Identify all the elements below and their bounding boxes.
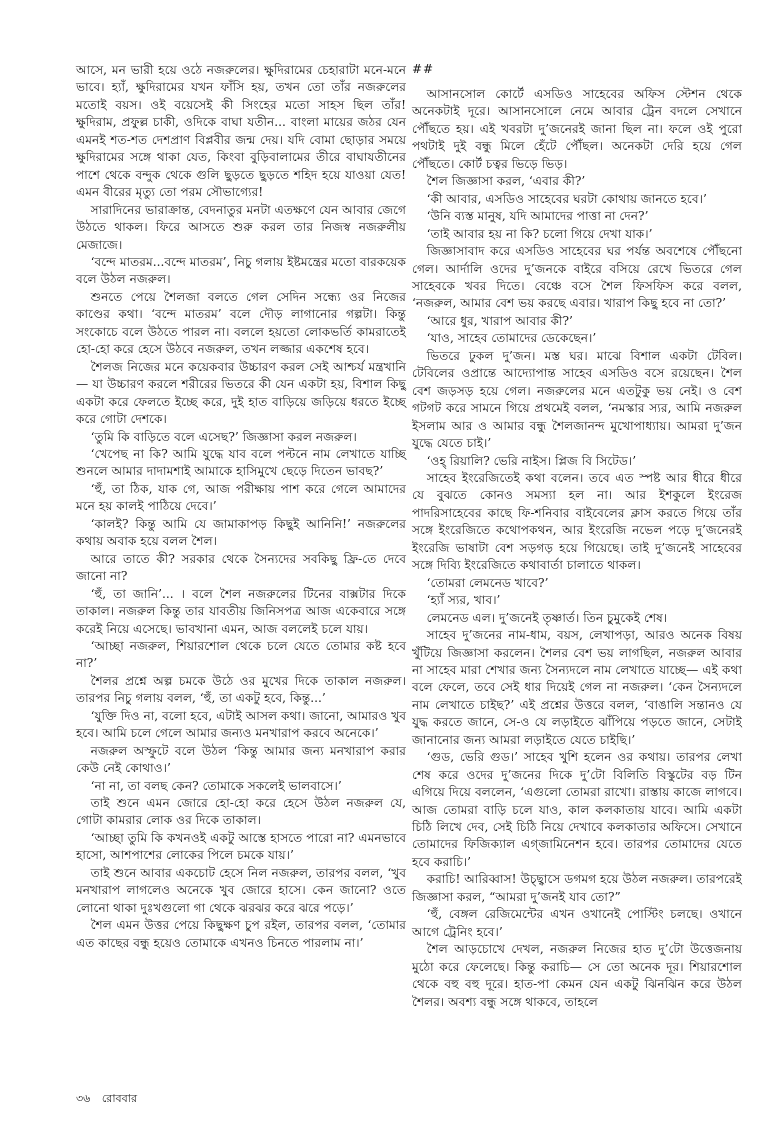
paragraph: শৈল জিজ্ঞাসা করল, ‘এবার কী?’ <box>426 174 586 189</box>
paragraph: ‘বন্দে মাতরম...বন্দে মাতরম’, নিচু গলায় ইষ্টমন্ত্রের মতো বারকয়েক বলে উঠল নজরুল। <box>76 254 406 287</box>
paragraph: ‘তোমরা লেমনেড খাবে?’ <box>426 575 549 590</box>
paragraph: ‘না না, তা বলছ কেন? তোমাকে সকলেই ভালবাসে।’ <box>90 778 342 793</box>
paragraph: শুনতে পেয়ে শৈলজা বলতে গেল সেদিন সন্ধ্যে ওর নিজের কাণ্ডের কথা। ‘বন্দে মাতরম’ বলে দৌড় লাগানোর গল্পটা। কিন্তু সংকোচে বলে উঠতে পারল না। বললে হয়তো লোকভর্তি কামরাতেই হো-হো করে হেসে উঠবে নজরুল, তখন লজ্জার একশেষ হবে। <box>76 289 406 357</box>
paragraph: ‘খেপেছ না কি? আমি যুদ্ধে যাব বলে পল্টনে নাম লেখাতে যাচ্ছি শুনলে আমার দাদামশাই আমাকে হাসিমুখে ছেড়ে দিতেন ভাবছ?’ <box>76 446 406 479</box>
paragraph: ‘আচ্ছা নজরুল, শিয়ারশোল থেকে চলে যেতে তোমার কষ্ট হবে না?’ <box>76 638 406 671</box>
paragraph: ‘গুড, ভেরি গুড।’ সাহেব খুশি হলেন ওর কথায়। তারপর লেখা শেষ করে ওদের দু’জনের দিকে দু’টো বিলিতি বিস্কুটের বড় টিন এগিয়ে দিয়ে বললেন, ‘এগুলো তোমরা রাখো। রাস্তায় কাজে লাগবে। আজ তোমরা বাড়ি চলে যাও, কাল কলকাতায় যাবে। আমি একটা চিঠি লিখে দেব, সেই চিঠি নিয়ে দেখাবে কলকাতার অফিসে। সেখানে তোমাদের ফিজিক্যাল এগ্জামিনেশন হবে। তারপর তোমাদের যেতে হবে করাচি।’ <box>412 750 742 869</box>
paragraph: ‘যুক্তি দিও না, বলো হবে, এটাই আসল কথা। জানো, আমারও খুব হবে। আমি চলে গেলে আমার জন্যও মনখারাপ করবে অনেকে।’ <box>76 708 406 741</box>
paragraph: ‘আচ্ছা তুমি কি কখনওই একটু আস্তে হাসতে পারো না? এমনভাবে হাসো, আশপাশের লোকের পিলে চমকে যায়।’ <box>76 830 406 863</box>
paragraph: শৈল এমন উত্তর পেয়ে কিছুক্ষণ চুপ রইল, তারপর বলল, ‘তোমার এত কাছের বন্ধু হয়েও তোমাকে এখনও চিনতে পারলাম না।’ <box>76 918 406 950</box>
magazine-name: রোববার <box>101 1092 138 1105</box>
paragraph: সারাদিনের ভারাক্রান্ত, বেদনাতুর মনটা এতক্ষণে যেন আবার জেগে উঠতে থাকল। ফিরে আসতে শুরু করল তার নিজস্ব নজরুলীয় মেজাজে। <box>76 202 406 252</box>
paragraph: নজরুল অস্ফুটে বলে উঠল ‘কিন্তু আমার জন্য মনখারাপ করার কেউ নেই কোথাও।’ <box>76 743 406 776</box>
paragraph: ‘হ্যাঁ স্যর, খাব।’ <box>426 593 501 608</box>
paragraph: লেমনেড এল। দু’জনেই তৃষ্ণার্ত। তিন চুমুকেই শেষ। <box>426 610 668 625</box>
paragraph: ‘আরে ধুর, খারাপ আবার কী?’ <box>426 313 573 328</box>
paragraph: সাহেব দু’জনের নাম-ধাম, বয়স, লেখাপড়া, আরও অনেক বিষয় খুঁটিয়ে জিজ্ঞাসা করলেন। শৈলর বেশ ভয় লাগছিল, নজরুল আবার না সাহেব মারা শেখার জন্য সৈন্যদলে নাম লেখাতে যাচ্ছে— এই কথা বলে ফেলে, তবে সেই ধার দিয়েই গেল না নজরুল। ‘কেন সৈন্যদলে নাম লেখাতে চাইছ?’ এই প্রশ্নের উত্তরে বলল, ‘বাঙালি সন্তানও যে যুদ্ধ করতে জানে, সে-ও যে লড়াইতে ঝাঁপিয়ে পড়তে জানে, সেটাই জানানোর জন্য আমরা লড়াইতে যেতে চাইছি।’ <box>412 628 742 747</box>
paragraph: আসে, মন ভারী হয়ে ওঠে নজরুলের। ক্ষুদিরামের চেহারাটা মনে-মনে ভাবে। হ্যাঁ, ক্ষুদিরামের যখন ফাঁসি হয়, তখন তো তাঁর নজরুলের মতোই বয়স। ওই বয়েসেই কী সিংহের মতো সাহস ছিল তাঁর! ক্ষুদিরাম, প্রফুল্ল চাকী, ওদিকে বাঘা যতীন... বাংলা মায়ের জঠর যেন এমনই শত-শত দেশপ্রাণ বিপ্লবীর জন্ম দেয়। যদি বোমা ছোড়ার সময়ে ক্ষুদিরামের সঙ্গে থাকা যেত, কিংবা বুড়িবালামের তীরে বাঘাযতীনের পাশে থেকে বন্দুক থেকে গুলি ছুড়তে ছুড়তে শহিদ হয়ে যাওয়া যেত! এমন বীরের মৃত্যু তো পরম সৌভাগ্যের! <box>76 63 406 200</box>
paragraph: ‘কালই? কিন্তু আমি যে জামাকাপড় কিছুই আনিনি!’ নজরুলের কথায় অবাক হয়ে বলল শৈল। <box>76 516 406 549</box>
paragraph: শৈল আড়চোখে দেখল, নজরুল নিজের হাত দু’টো উত্তেজনায় মুঠো করে ফেলেছে। কিন্তু করাচি— সে তো অনেক দূর। শিয়ারশোল থেকে বহু বহু দূরে। হাত-পা কেমন যেন একটু ঝিনঝিন করে উঠল শৈলর। অবশ্য বন্ধু সঙ্গে থাকবে, তাহলে <box>412 942 742 1009</box>
paragraph: ‘হুঁ, তা ঠিক, যাক গে, আজ পরীক্ষায় পাশ করে গেলে আমাদের মনে হয় কালই পাঠিয়ে দেবে।’ <box>76 481 406 514</box>
paragraph: জিজ্ঞাসাবাদ করে এসডিও সাহেবের ঘর পর্যন্ত অবশেষে পৌঁছনো গেল। আর্দালি ওদের দু’জনকে বাইরে বসিয়ে রেখে ভিতরে গেল সাহেবকে খবর দিতে। বেঞ্চে বসে শৈল ফিসফিস করে বলল, ‘নজরুল, আমার বেশ ভয় করছে এবার। খারাপ কিছু হবে না তো?’ <box>412 244 742 311</box>
page-number: ৩৬ <box>76 1092 91 1105</box>
paragraph: তাই শুনে এমন জোরে হো-হো করে হেসে উঠল নজরুল যে, গোটা কামরার লোক ওর দিকে তাকাল। <box>76 796 406 828</box>
paragraph: ‘কী আবার, এসডিও সাহেবের ঘরটা কোথায় জানতে হবে।’ <box>426 191 707 206</box>
left-column <box>76 62 406 952</box>
paragraph: আসানসোল কোর্টে এসডিও সাহেবের অফিস স্টেশন থেকে অনেকটাই দূরে। আসানসোলে নেমে আবার ট্রেন বদলে সেখানে পৌঁছতে হয়। এই খবরটা দু’জনেরই জানা ছিল না। ফলে ওই পুরো পথটাই দুই বন্ধু মিলে হেঁটে পৌঁছল। অনেকটা দেরি হয়ে গেল পৌঁছতে। কোর্ট চত্বর ভিড়ে ভিড়। <box>412 87 742 171</box>
paragraph: তাই শুনে আবার একচোট হেসে নিল নজরুল, তারপর বলল, ‘খুব মনখারাপ লাগলেও অনেকে খুব জোরে হাসে। কেন জানো? ওতে লোনো থাকা দুঃখগুলো গা থেকে ঝরঝর করে ঝরে পড়ে।’ <box>76 865 406 915</box>
paragraph: ‘যাও, সাহেব তোমাদের ডেকেছেন।’ <box>426 331 597 346</box>
paragraph: ‘ওহ্ রিয়ালি? ভেরি নাইস। প্লিজ বি সিটেড।’ <box>426 453 637 468</box>
paragraph: ‘উনি ব্যস্ত মানুষ, যদি আমাদের পাত্তা না দেন?’ <box>426 209 649 224</box>
paragraph: ‘হুঁ, বেঙ্গল রেজিমেন্টের এখন ওখানেই পোস্টিং চলছে। ওখানে আগে ট্রেনিং হবে।’ <box>412 907 742 939</box>
paragraph: ‘হুঁ, তা জানি’... । বলে শৈল নজরুলের টিনের বাক্সটার দিকে তাকাল। নজরুল কিন্তু তার যাবতীয় জিনিসপত্র আজ একেবারে সঙ্গে করেই নিয়ে এসেছে। ভাবখানা এমন, আজ বললেই চলে যায়। <box>76 586 406 636</box>
paragraph: আরে তাতে কী? সরকার থেকে সৈন্যদের সবকিছু ফ্রি-তে দেবে জানো না? <box>76 551 406 584</box>
paragraph: শৈলজ নিজের মনে কয়েকবার উচ্চারণ করল সেই আশ্চর্য মন্ত্রখানি— যা উচ্চারণ করলে শরীরের ভিতরে কী যেন একটা হয়, বিশাল কিছু একটা করে ফেলতে ইচ্ছে করে, দুই হাত বাড়িয়ে জড়িয়ে ধরতে ইচ্ছে করে গোটা দেশকে। <box>76 359 406 427</box>
paragraph: ভিতরে ঢুকল দু’জন। মস্ত ঘর। মাঝে বিশাল একটা টেবিল। টেবিলের ওপ্রান্তে আদ্যোপান্ত সাহেব এসডিও বসে রয়েছেন। শৈল বেশ জড়সড় হয়ে গেল। নজরুলের মনে এতটুকু ভয় নেই। ও বেশ গটগট করে সামনে গিয়ে প্রথমেই বলল, ‘নমস্কার স্যর, আমি নজরুল ইসলাম আর ও আমার বন্ধু শৈলজানন্দ মুখোপাধ্যায়। আমরা দু’জন যুদ্ধে যেতে চাই।’ <box>412 348 742 451</box>
paragraph: সাহেব ইংরেজিতেই কথা বলেন। তবে এত স্পষ্ট আর ধীরে ধীরে যে বুঝতে কোনও সমস্যা হল না। আর ইশকুলে ইংরেজ পাদরিসাহেবের কাছে ফি-শনিবার বাইবেলের ক্লাস করতে গিয়ে তাঁর সঙ্গে ইংরেজিতে কথোপকথন, আর ইংরেজি নভেল পড়ে দু’জনেরই ইংরেজি ভাষাটা বেশ সড়গড় হয়ে গিয়েছে। তাই দু’জনেই সাহেবের সঙ্গে দিব্যি ইংরেজিতে কথাবার্তা চালাতে থাকল। <box>412 470 742 573</box>
section-marker: ## <box>412 62 435 76</box>
paragraph: ‘তুমি কি বাড়িতে বলে এসেছ?’ জিজ্ঞাসা করল নজরুল। <box>90 429 357 444</box>
paragraph: করাচি! আরিব্বাস! উচ্ছ্বাসে ডগমগ হয়ে উঠল নজরুল। তারপরেই জিজ্ঞাসা করল, “আমরা দু’জনই যাব তো?” <box>412 872 742 904</box>
paragraph: শৈলর প্রশ্নে অল্প চমকে উঠে ওর মুখের দিকে তাকাল নজরুল। তারপর নিচু গলায় বলল, ‘হুঁ, তা একটু হবে, কিন্তু...’ <box>76 673 406 706</box>
page-footer <box>76 1090 145 1109</box>
paragraph: ‘তাই আবার হয় না কি? চলো গিয়ে দেখা যাক।’ <box>426 226 653 241</box>
right-column <box>412 86 742 1011</box>
